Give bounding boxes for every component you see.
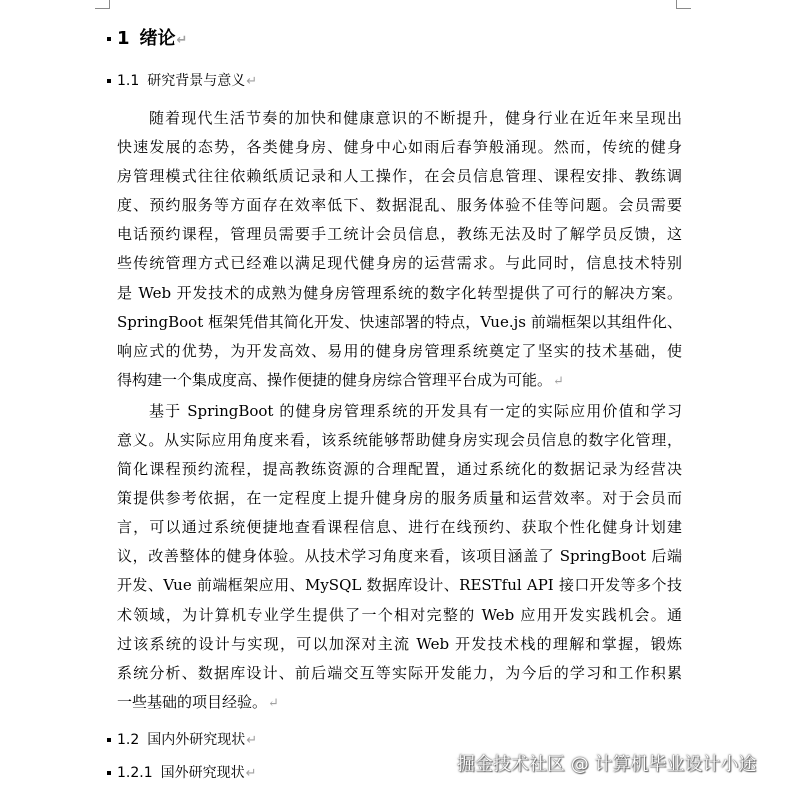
paragraph-mark-icon: ↵ bbox=[245, 766, 257, 781]
para1-line: SpringBoot 框架凭借其简化开发、快速部署的特点，Vue.js 前端框架以其组件化、 bbox=[117, 313, 682, 331]
heading-1-2-1 bbox=[107, 762, 257, 782]
para2-line: 术领域，为计算机专业学生提供了一个相对完整的 Web 应用开发实践机会。通 bbox=[117, 606, 682, 624]
para1-line: 随着现代生活节奏的加快和健康意识的不断提升，健身行业在近年来呈现出 bbox=[149, 109, 682, 127]
para1-line: 快速发展的态势，各类健身房、健身中心如雨后春笋般涌现。然而，传统的健身 bbox=[117, 138, 682, 156]
bullet-marker-icon bbox=[107, 79, 111, 83]
para2-line: 简化课程预约流程，提高教练资源的合理配置，通过系统化的数据记录为经营决 bbox=[117, 460, 682, 478]
para2-line: 开发、Vue 前端框架应用、MySQL 数据库设计、RESTful API 接口开发等多个技 bbox=[117, 576, 682, 594]
paragraph-mark-icon: ↵ bbox=[553, 374, 564, 389]
para1-line: 度、预约服务等方面存在效率低下、数据混乱、服务体验不佳等问题。会员需要 bbox=[117, 196, 682, 214]
para1-line-text: 得构建一个集成度高、操作便捷的健身房综合管理平台成为可能。 bbox=[117, 371, 553, 389]
page-corner-mark-right bbox=[676, 0, 691, 9]
para2-line: 意义。从实际应用角度来看，该系统能够帮助健身房实现会员信息的数字化管理， bbox=[117, 431, 682, 449]
heading-1-2 bbox=[107, 729, 257, 749]
bullet-marker-icon bbox=[107, 738, 111, 742]
para1-line: 些传统管理方式已经难以满足现代健身房的运营需求。与此同时，信息技术特别 bbox=[117, 254, 682, 272]
para1-line: 响应式的优势，为开发高效、易用的健身房管理系统奠定了坚实的技术基础，使 bbox=[117, 342, 682, 360]
paragraph-mark-icon: ↵ bbox=[246, 733, 258, 748]
para2-last-line bbox=[117, 688, 682, 718]
para1-line: 是 Web 开发技术的成熟为健身房管理系统的数字化转型提供了可行的解决方案。 bbox=[117, 284, 682, 302]
para2-line: 言，可以通过系统便捷地查看课程信息、进行在线预约、获取个性化健身计划建 bbox=[117, 518, 682, 536]
para1-line: 房管理模式往往依赖纸质记录和人工操作，在会员信息管理、课程安排、教练调 bbox=[117, 167, 682, 185]
paragraph-mark-icon: ↵ bbox=[268, 696, 279, 711]
paragraph-mark-icon: ↵ bbox=[246, 74, 258, 89]
para2-line: 过该系统的设计与实现，可以加深对主流 Web 开发技术栈的理解和掌握，锻炼 bbox=[117, 635, 682, 653]
para2-line: 议，改善整体的健身体验。从技术学习角度来看，该项目涵盖了 SpringBoot 后端 bbox=[117, 547, 682, 565]
para2-line-text: 一些基础的项目经验。 bbox=[117, 693, 268, 711]
para1-last-line bbox=[117, 366, 682, 396]
bullet-marker-icon bbox=[107, 771, 111, 775]
heading-1 bbox=[107, 24, 187, 50]
watermark: 掘金技术社区 @ 计算机毕业设计小途 bbox=[457, 754, 757, 775]
heading-number: 1.2.1 bbox=[117, 765, 153, 781]
para2-line: 策提供参考依据，在一定程度上提升健身房的服务质量和运营效率。对于会员而 bbox=[117, 489, 682, 507]
para1-line: 电话预约课程，管理员需要手工统计会员信息，教练无法及时了解学员反馈，这 bbox=[117, 225, 682, 243]
bullet-marker-icon bbox=[107, 37, 111, 41]
paragraph-mark-icon: ↵ bbox=[176, 33, 188, 48]
heading-number: 1.1 bbox=[117, 73, 140, 89]
heading-text: 国内外研究现状 bbox=[147, 732, 246, 748]
heading-number: 1 bbox=[117, 28, 130, 49]
heading-1-1 bbox=[107, 70, 257, 90]
heading-text: 国外研究现状 bbox=[160, 765, 245, 781]
heading-number: 1.2 bbox=[117, 732, 140, 748]
para2-line: 基于 SpringBoot 的健身房管理系统的开发具有一定的实际应用价值和学习 bbox=[149, 402, 682, 420]
heading-text: 绪论 bbox=[139, 28, 176, 49]
para2-line: 系统分析、数据库设计、前后端交互等实际开发能力，为今后的学习和工作积累 bbox=[117, 664, 682, 682]
page-corner-mark-left bbox=[95, 0, 110, 9]
heading-text: 研究背景与意义 bbox=[147, 73, 246, 89]
